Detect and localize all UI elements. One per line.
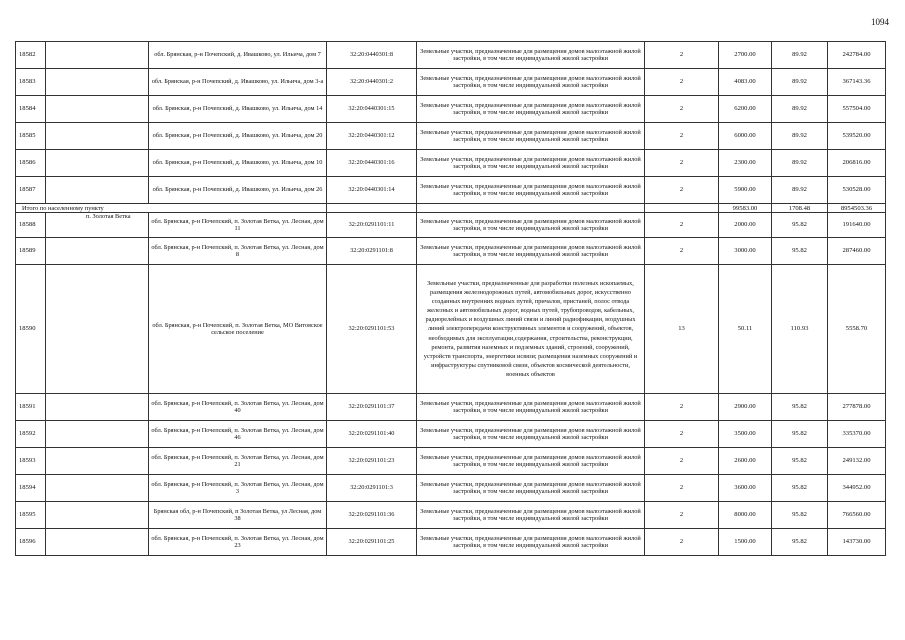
row-number: 18588	[16, 213, 46, 238]
purpose-code: 2	[645, 177, 719, 204]
table-row	[16, 150, 886, 177]
cadastral-cost: 367143.36	[828, 69, 886, 96]
row-number: 18584	[16, 96, 46, 123]
cadastral-cost: 539520.00	[828, 123, 886, 150]
cadastral-cost: 206816.00	[828, 150, 886, 177]
table-row	[16, 177, 886, 204]
area-value: 2900.00	[719, 394, 772, 421]
table-row	[16, 42, 886, 69]
address-cell: обл. Брянская, р-н Почепский, п. Золотая Ветка, ул. Лесная, дом 40	[149, 394, 327, 421]
address-cell: обл. Брянская, р-н Почепский, д. Ивашково, ул. Ильича, дом 3-а	[149, 69, 327, 96]
row-number: 18590	[16, 265, 46, 394]
table-row	[16, 265, 886, 394]
area-value: 5900.00	[719, 177, 772, 204]
locality-cell	[46, 238, 149, 265]
land-purpose: Земельные участки, предназначенные для размещения домов малоэтажной жилой застройки, в том числе индивидуальной жилой застройки	[417, 238, 645, 265]
address-cell: обл. Брянская, р-н Почепский, п. Золотая Ветка, ул. Лесная, дом 3	[149, 475, 327, 502]
purpose-code: 2	[645, 123, 719, 150]
row-number: 18594	[16, 475, 46, 502]
row-number: 18593	[16, 448, 46, 475]
price-value: 95.82	[772, 529, 828, 556]
price-value: 95.82	[772, 394, 828, 421]
cadastral-number: 32:20:0291101:53	[327, 265, 417, 394]
total-row	[16, 204, 886, 213]
address-cell: обл. Брянская, р-н Почепский, д. Ивашково, ул. Ильича, дом 14	[149, 96, 327, 123]
cadastral-number: 32:20:0440301:15	[327, 96, 417, 123]
locality-cell	[46, 150, 149, 177]
cadastral-number: 32:20:0291101:11	[327, 213, 417, 238]
row-number: 18582	[16, 42, 46, 69]
locality-cell	[46, 96, 149, 123]
area-value: 1500.00	[719, 529, 772, 556]
purpose-code: 2	[645, 421, 719, 448]
locality-cell	[46, 475, 149, 502]
table-row	[16, 502, 886, 529]
purpose-code: 2	[645, 69, 719, 96]
total-label: Итого по населенному пункту	[16, 204, 327, 213]
land-purpose: Земельные участки, предназначенные для размещения домов малоэтажной жилой застройки, в том числе индивидуальной жилой застройки	[417, 123, 645, 150]
price-value: 89.92	[772, 177, 828, 204]
cadastral-number: 32:20:0291101:3	[327, 475, 417, 502]
total-empty-cell	[645, 204, 719, 213]
cadastral-cost: 766560.00	[828, 502, 886, 529]
table-row	[16, 421, 886, 448]
purpose-code: 2	[645, 96, 719, 123]
purpose-code: 2	[645, 238, 719, 265]
cadastral-number: 32:20:0291101:40	[327, 421, 417, 448]
area-value: 3000.00	[719, 238, 772, 265]
cadastral-number: 32:20:0440301:12	[327, 123, 417, 150]
land-purpose: Земельные участки, предназначенные для размещения домов малоэтажной жилой застройки, в том числе индивидуальной жилой застройки	[417, 96, 645, 123]
row-number: 18592	[16, 421, 46, 448]
row-number: 18591	[16, 394, 46, 421]
purpose-code: 2	[645, 150, 719, 177]
address-cell: обл. Брянская, р-н Почепский, д. Ивашково, ул. Ильича, дом 7	[149, 42, 327, 69]
address-cell: обл. Брянская, р-н Почепский, п. Золотая Ветка, ул. Лесная, дом 23	[149, 529, 327, 556]
cadastral-cost: 191640.00	[828, 213, 886, 238]
locality-cell	[46, 448, 149, 475]
area-value: 4083.00	[719, 69, 772, 96]
land-purpose: Земельные участки, предназначенные для размещения домов малоэтажной жилой застройки, в том числе индивидуальной жилой застройки	[417, 502, 645, 529]
price-value: 110.93	[772, 265, 828, 394]
cadastral-cost: 5558.70	[828, 265, 886, 394]
area-value: 3500.00	[719, 421, 772, 448]
address-cell: обл. Брянская, р-н Почепский, п. Золотая Ветка, ул. Лесная, дом 21	[149, 448, 327, 475]
price-value: 95.82	[772, 213, 828, 238]
table-row	[16, 448, 886, 475]
cadastral-number: 32:20:0291101:36	[327, 502, 417, 529]
land-purpose: Земельные участки, предназначенные для размещения домов малоэтажной жилой застройки, в том числе индивидуальной жилой застройки	[417, 475, 645, 502]
land-purpose: Земельные участки, предназначенные для размещения домов малоэтажной жилой застройки, в том числе индивидуальной жилой застройки	[417, 448, 645, 475]
locality-label: п. Золотая Ветка	[46, 213, 149, 238]
total-cost: 8954503.36	[828, 204, 886, 213]
price-value: 89.92	[772, 150, 828, 177]
address-cell: обл. Брянская, р-н Почепский, п. Золотая Ветка, МО Витовское сельское поселение	[149, 265, 327, 394]
row-number: 18589	[16, 238, 46, 265]
table-row	[16, 529, 886, 556]
cadastral-cost: 242784.00	[828, 42, 886, 69]
address-cell: Брянская обл, р-н Почепский, п Золотая Ветка, ул Лесная, дом 38	[149, 502, 327, 529]
page-number: 1094	[871, 17, 889, 27]
row-number: 18595	[16, 502, 46, 529]
address-cell: обл. Брянская, р-н Почепский, п. Золотая Ветка, ул. Лесная, дом 46	[149, 421, 327, 448]
price-value: 95.82	[772, 475, 828, 502]
land-purpose: Земельные участки, предназначенные для размещения домов малоэтажной жилой застройки, в том числе индивидуальной жилой застройки	[417, 213, 645, 238]
table-row	[16, 69, 886, 96]
address-cell: обл. Брянская, р-н Почепский, д. Ивашково, ул. Ильича, дом 20	[149, 123, 327, 150]
cadastral-number: 32:20:0440301:2	[327, 69, 417, 96]
land-purpose: Земельные участки, предназначенные для размещения домов малоэтажной жилой застройки, в том числе индивидуальной жилой застройки	[417, 529, 645, 556]
table-row	[16, 238, 886, 265]
cadastral-cost: 277878.00	[828, 394, 886, 421]
land-purpose: Земельные участки, предназначенные для размещения домов малоэтажной жилой застройки, в том числе индивидуальной жилой застройки	[417, 177, 645, 204]
price-value: 95.82	[772, 448, 828, 475]
land-purpose: Земельные участки, предназначенные для размещения домов малоэтажной жилой застройки, в том числе индивидуальной жилой застройки	[417, 150, 645, 177]
cadastral-cost: 287460.00	[828, 238, 886, 265]
locality-cell	[46, 421, 149, 448]
area-value: 2700.00	[719, 42, 772, 69]
cadastral-number: 32:20:0291101:25	[327, 529, 417, 556]
land-purpose: Земельные участки, предназначенные для размещения домов малоэтажной жилой застройки, в том числе индивидуальной жилой застройки	[417, 69, 645, 96]
address-cell: обл. Брянская, р-н Почепский, п. Золотая Ветка, ул. Лесная, дом 8	[149, 238, 327, 265]
locality-cell	[46, 529, 149, 556]
area-value: 2000.00	[719, 213, 772, 238]
land-purpose: Земельные участки, предназначенные для размещения домов малоэтажной жилой застройки, в том числе индивидуальной жилой застройки	[417, 42, 645, 69]
row-number: 18583	[16, 69, 46, 96]
total-empty-cell	[417, 204, 645, 213]
cadastral-cost: 143730.00	[828, 529, 886, 556]
purpose-code: 2	[645, 448, 719, 475]
cadastral-cost: 344952.00	[828, 475, 886, 502]
row-number: 18596	[16, 529, 46, 556]
address-cell: обл. Брянская, р-н Почепский, д. Ивашково, ул. Ильича, дом 26	[149, 177, 327, 204]
cadastral-number: 32:20:0440301:8	[327, 42, 417, 69]
area-value: 8000.00	[719, 502, 772, 529]
row-number: 18585	[16, 123, 46, 150]
price-value: 95.82	[772, 502, 828, 529]
price-value: 89.92	[772, 123, 828, 150]
table-row	[16, 475, 886, 502]
address-cell: обл. Брянская, р-н Почепский, п. Золотая Ветка, ул. Лесная, дом 11	[149, 213, 327, 238]
land-registry-table	[15, 41, 886, 556]
cadastral-number: 32:20:0291101:23	[327, 448, 417, 475]
locality-cell	[46, 265, 149, 394]
address-cell: обл. Брянская, р-н Почепский, д. Ивашково, ул. Ильича, дом 10	[149, 150, 327, 177]
area-value: 6000.00	[719, 123, 772, 150]
land-purpose: Земельные участки, предназначенные для размещения домов малоэтажной жилой застройки, в том числе индивидуальной жилой застройки	[417, 394, 645, 421]
table-row	[16, 96, 886, 123]
cadastral-number: 32:20:0291101:37	[327, 394, 417, 421]
table-row	[16, 213, 886, 238]
table-row	[16, 394, 886, 421]
locality-cell	[46, 177, 149, 204]
locality-cell	[46, 42, 149, 69]
cadastral-number: 32:20:0440301:14	[327, 177, 417, 204]
area-value: 50.11	[719, 265, 772, 394]
cadastral-cost: 557504.00	[828, 96, 886, 123]
purpose-code: 2	[645, 529, 719, 556]
total-price: 1708.48	[772, 204, 828, 213]
cadastral-cost: 530528.00	[828, 177, 886, 204]
row-number: 18586	[16, 150, 46, 177]
purpose-code: 13	[645, 265, 719, 394]
total-area: 99583.00	[719, 204, 772, 213]
purpose-code: 2	[645, 42, 719, 69]
cadastral-cost: 335370.00	[828, 421, 886, 448]
land-purpose: Земельные участки, предназначенные для размещения домов малоэтажной жилой застройки, в том числе индивидуальной жилой застройки	[417, 421, 645, 448]
locality-cell	[46, 394, 149, 421]
price-value: 95.82	[772, 421, 828, 448]
area-value: 2300.00	[719, 150, 772, 177]
total-empty-cell	[327, 204, 417, 213]
land-purpose: Земельные участки, предназначенные для разработки полезных ископаемых, размещения железнодорожных путей, автомобильных дорог, искусственно созданных внутренних водных путей, причалов, пристаней, полос отвода железных и автомобильных дорог, водных путей, трубопроводов, кабельных, радиорелейных и воздушных линий связи и линий радиофикации, воздушных линий электропередачи конструктивных элементов и сооружений, объектов, необходимых для эксплуатации,содержания, строительства, реконструкции, ремонта, развития наземных и подземных зданий, строений, сооружений, устройств транспорта, энергетики исвязи; размещения наземных сооружений и инфраструктуры спутниковой связи, объектов космической деятельности, военных объектов	[417, 265, 645, 394]
price-value: 95.82	[772, 238, 828, 265]
purpose-code: 2	[645, 502, 719, 529]
cadastral-cost: 249132.00	[828, 448, 886, 475]
price-value: 89.92	[772, 42, 828, 69]
price-value: 89.92	[772, 69, 828, 96]
row-number: 18587	[16, 177, 46, 204]
locality-cell	[46, 123, 149, 150]
locality-cell	[46, 502, 149, 529]
price-value: 89.92	[772, 96, 828, 123]
purpose-code: 2	[645, 394, 719, 421]
area-value: 2600.00	[719, 448, 772, 475]
area-value: 6200.00	[719, 96, 772, 123]
locality-cell	[46, 69, 149, 96]
area-value: 3600.00	[719, 475, 772, 502]
table-row	[16, 123, 886, 150]
purpose-code: 2	[645, 213, 719, 238]
cadastral-number: 32:20:0291101:8	[327, 238, 417, 265]
purpose-code: 2	[645, 475, 719, 502]
cadastral-number: 32:20:0440301:16	[327, 150, 417, 177]
